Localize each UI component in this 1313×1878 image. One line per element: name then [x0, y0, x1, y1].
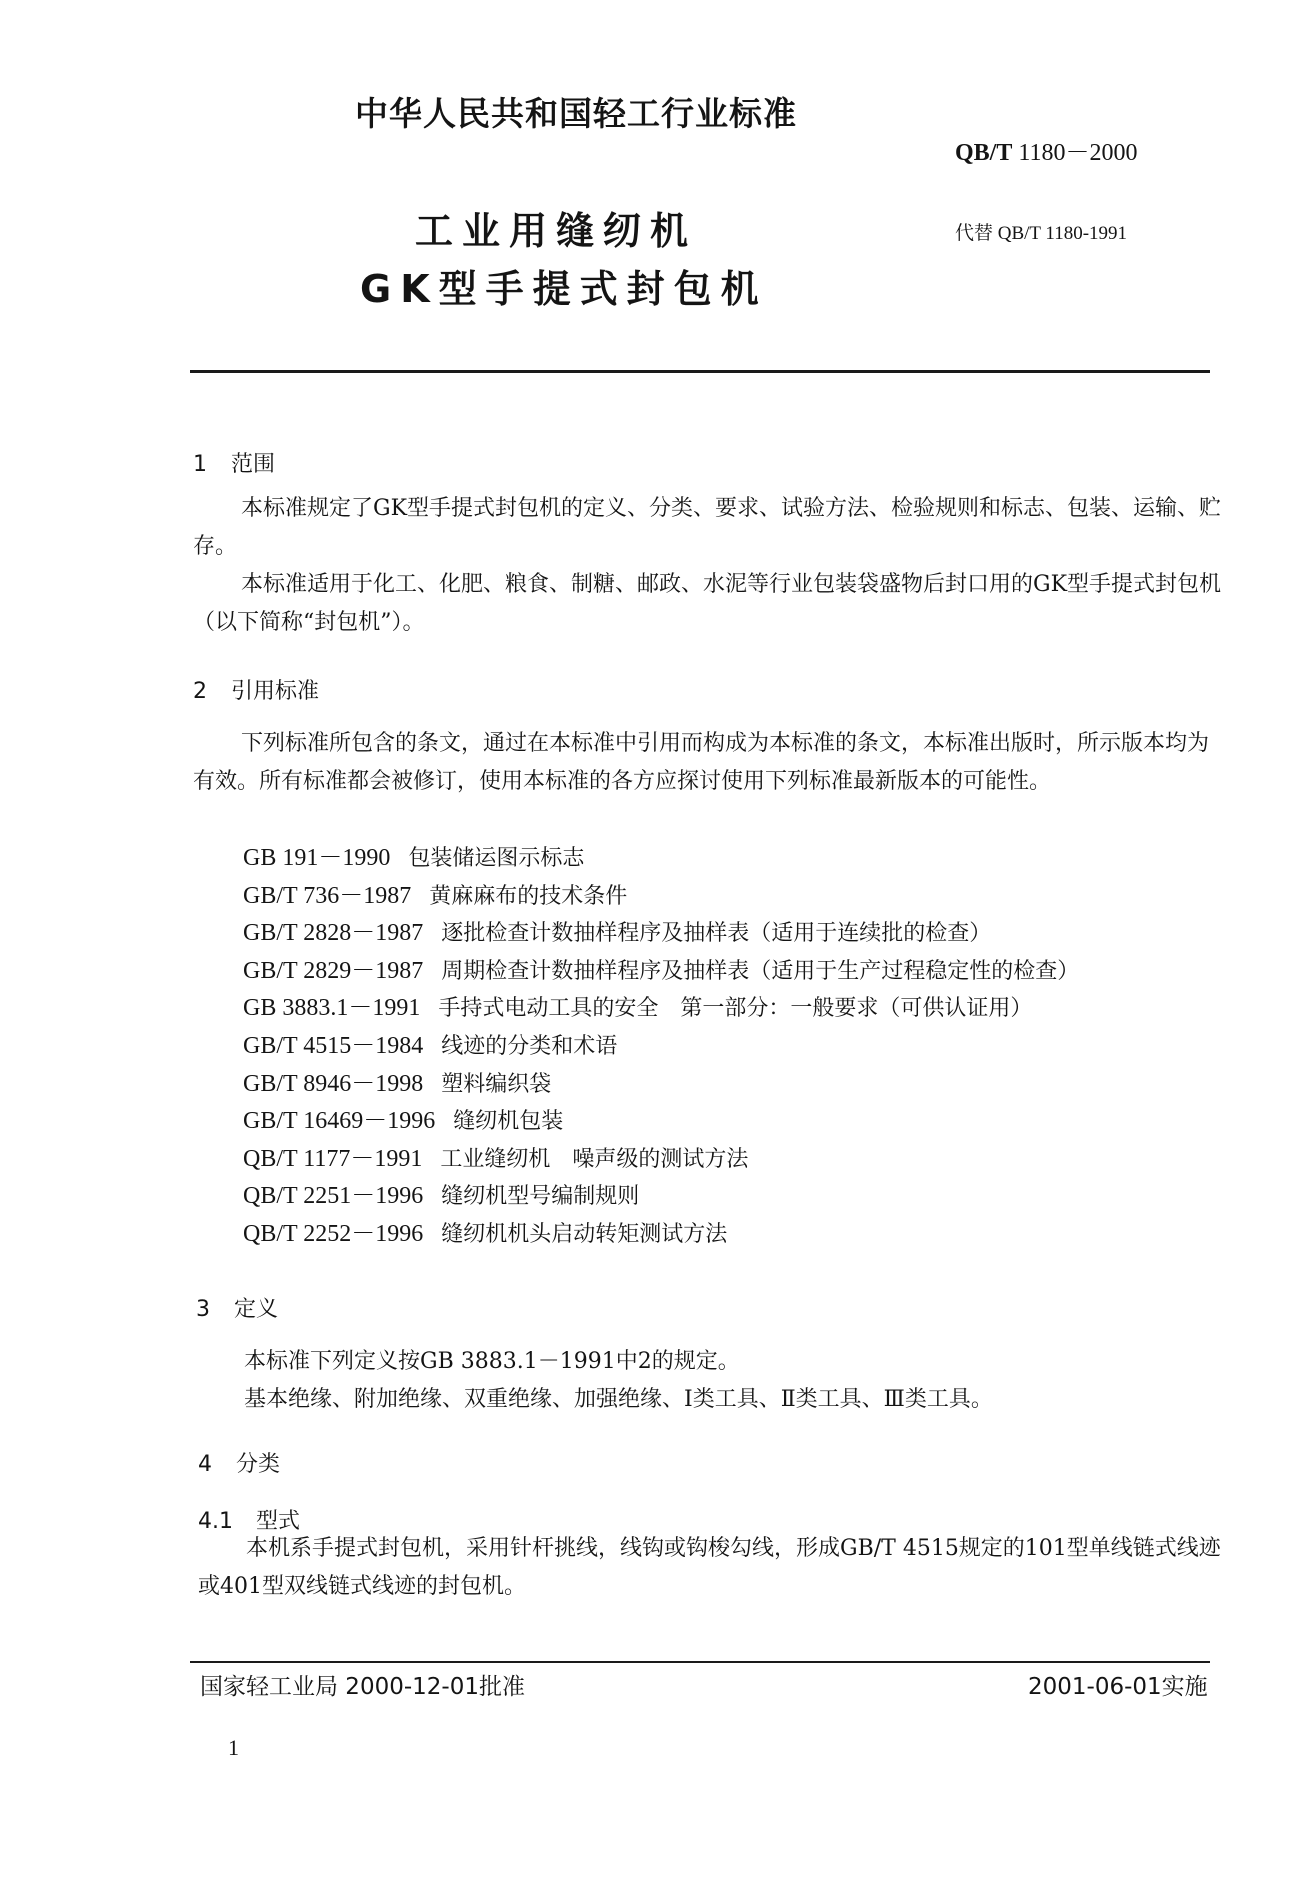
section-1-paragraph-1 — [193, 490, 1223, 566]
reference-title: 塑料编织袋 — [441, 1071, 552, 1097]
paragraph-text: 本机系手提式封包机，采用针杆挑线，线钩或钩梭勾线，形成GB/T 4515规定的101型单线链式线迹或401型双线链式线迹的封包机。 — [198, 1536, 1221, 1599]
section-number: 2 — [193, 679, 207, 704]
reference-item — [243, 1178, 1079, 1216]
subsection-title: 型式 — [256, 1509, 301, 1534]
section-4-heading — [198, 1447, 280, 1478]
section-2-paragraph-1 — [193, 725, 1223, 801]
section-number: 4 — [198, 1452, 212, 1477]
effective-date: 2001-06-01实施 — [1028, 1674, 1208, 1700]
document-title-line2: GK型手提式封包机 — [360, 267, 768, 311]
section-title: 引用标准 — [231, 679, 320, 704]
section-title: 分类 — [236, 1452, 281, 1477]
subsection-number: 4.1 — [198, 1509, 233, 1534]
approval-statement: 国家轻工业局 2000-12-01批准 — [200, 1674, 525, 1700]
reference-item — [243, 1028, 1079, 1066]
section-3-heading — [196, 1292, 278, 1323]
reference-code: GB/T 2829－1987 — [243, 957, 424, 984]
reference-item — [243, 878, 1079, 916]
reference-item — [243, 1216, 1079, 1254]
reference-title: 缝纫机型号编制规则 — [441, 1184, 640, 1210]
reference-item — [243, 1103, 1079, 1141]
reference-code: QB/T 2252－1996 — [243, 1220, 424, 1247]
footer-divider — [190, 1661, 1210, 1663]
reference-title: 黄麻麻布的技术条件 — [429, 883, 628, 909]
section-title: 范围 — [231, 452, 276, 477]
reference-item — [243, 915, 1079, 953]
header-divider — [190, 370, 1210, 373]
paragraph-text: 下列标准所包含的条文，通过在本标准中引用而构成为本标准的条文，本标准出版时，所示版本均为有效。所有标准都会被修订，使用本标准的各方应探讨使用下列标准最新版本的可能性。 — [193, 731, 1210, 794]
page-number: 1 — [228, 1735, 239, 1760]
normative-references-list — [243, 840, 1079, 1254]
reference-title: 缝纫机机头启动转矩测试方法 — [441, 1221, 728, 1247]
reference-title: 逐批检查计数抽样程序及抽样表（适用于连续批的检查） — [441, 921, 992, 947]
section-4-1-paragraph-1 — [198, 1530, 1228, 1606]
reference-item — [243, 840, 1079, 878]
section-3-paragraph-1 — [196, 1343, 1226, 1381]
paragraph-text: 本标准规定了GK型手提式封包机的定义、分类、要求、试验方法、检验规则和标志、包装、运输、贮存。 — [193, 496, 1222, 559]
reference-code: GB 191－1990 — [243, 845, 391, 871]
reference-code: GB 3883.1－1991 — [243, 995, 421, 1022]
reference-title: 工业缝纫机 噪声级的测试方法 — [440, 1146, 749, 1172]
document-title-line1: 工业用缝纫机 — [415, 209, 698, 253]
reference-title: 缝纫机包装 — [453, 1109, 564, 1135]
section-number: 1 — [193, 452, 207, 477]
reference-item — [243, 990, 1079, 1028]
paragraph-text: 本标准适用于化工、化肥、粮食、制糖、邮政、水泥等行业包装袋盛物后封口用的GK型手提式封包机（以下简称“封包机”）。 — [193, 572, 1222, 635]
section-1-heading — [193, 447, 275, 478]
reference-item — [243, 1141, 1079, 1179]
reference-code: GB/T 2828－1987 — [243, 920, 424, 947]
issuing-organization: 中华人民共和国轻工行业标准 — [355, 94, 797, 133]
replaces-standard: 代替 QB/T 1180-1991 — [955, 223, 1128, 244]
reference-code: QB/T 2251－1996 — [243, 1183, 424, 1210]
reference-code: QB/T 1177－1991 — [243, 1145, 423, 1172]
reference-title: 线迹的分类和术语 — [441, 1033, 618, 1059]
section-number: 3 — [196, 1297, 210, 1322]
section-1-paragraph-2 — [193, 566, 1223, 642]
standard-number: 1180－2000 — [1018, 140, 1138, 166]
paragraph-text: 本标准下列定义按GB 3883.1－1991中2的规定。 — [244, 1349, 740, 1374]
paragraph-text: 基本绝缘、附加绝缘、双重绝缘、加强绝缘、Ⅰ类工具、Ⅱ类工具、Ⅲ类工具。 — [244, 1387, 993, 1412]
reference-item — [243, 1066, 1079, 1104]
reference-code: GB/T 8946－1998 — [243, 1070, 424, 1097]
reference-item — [243, 953, 1079, 991]
standard-prefix: QB/T — [955, 140, 1013, 166]
standard-code — [955, 132, 1137, 167]
reference-title: 周期检查计数抽样程序及抽样表（适用于生产过程稳定性的检查） — [441, 958, 1080, 984]
reference-title: 包装储运图示标志 — [408, 846, 585, 871]
section-title: 定义 — [234, 1297, 279, 1322]
section-3-paragraph-2 — [196, 1381, 1226, 1419]
reference-code: GB/T 736－1987 — [243, 882, 412, 909]
section-2-heading — [193, 674, 319, 705]
reference-code: GB/T 4515－1984 — [243, 1032, 424, 1059]
reference-title: 手持式电动工具的安全 第一部分：一般要求（可供认证用） — [438, 996, 1033, 1022]
reference-code: GB/T 16469－1996 — [243, 1108, 436, 1135]
